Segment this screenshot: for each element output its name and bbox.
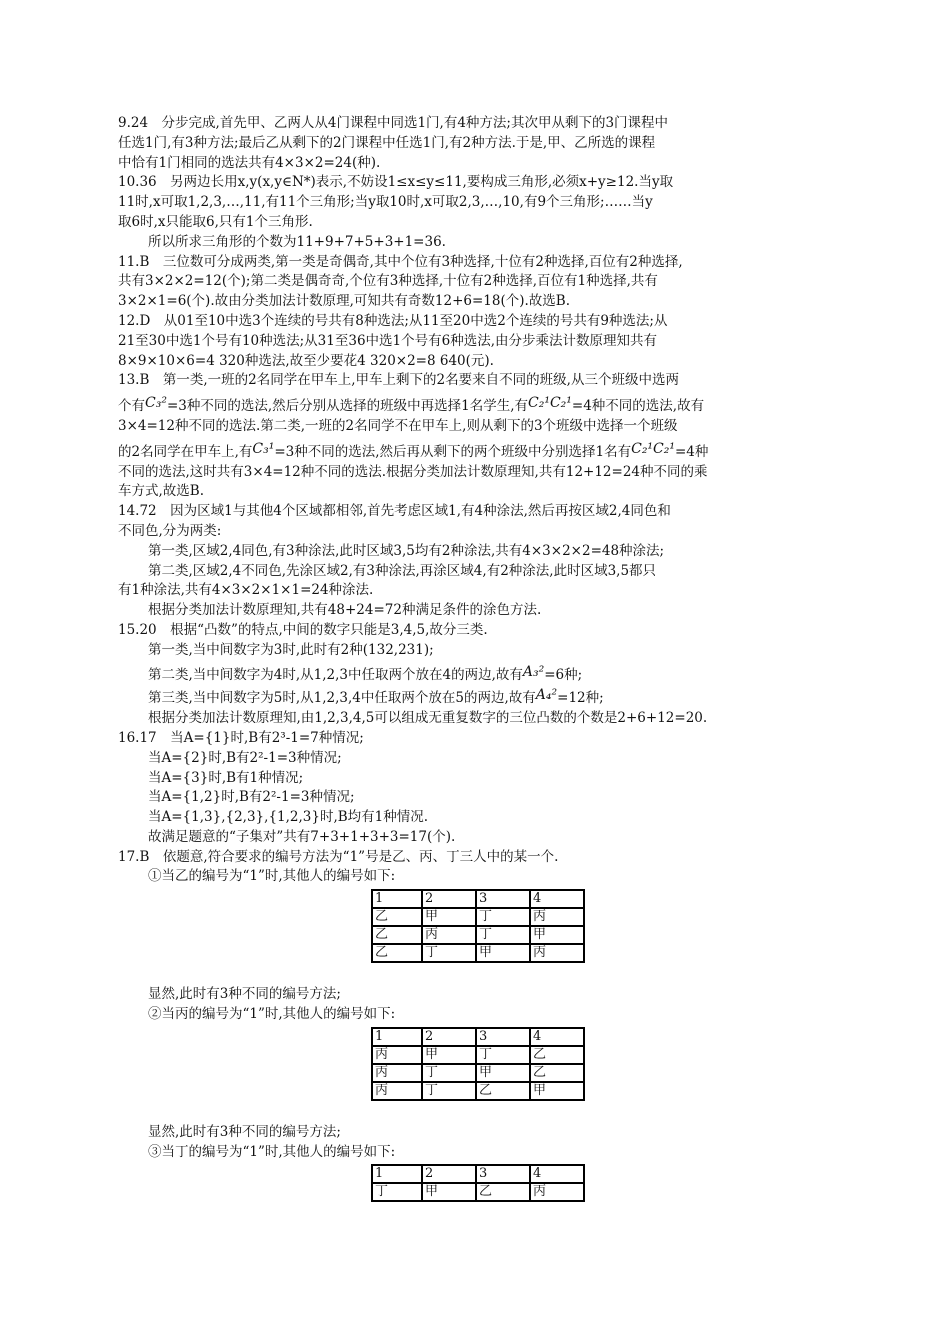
table-row	[372, 1064, 584, 1082]
combination-symbol: C₃²	[145, 395, 167, 412]
answer-13-line: 车方式,故选B.	[118, 483, 205, 500]
table-cell: 乙	[530, 1064, 584, 1082]
table-cell: 甲	[422, 1046, 476, 1064]
table-cell: 丙	[372, 1064, 422, 1082]
text-segment: =3种不同的选法,然后分别从选择的班级中再选择1名学生,有	[166, 398, 529, 415]
text-segment: =4种	[674, 443, 709, 460]
table-row	[372, 944, 584, 962]
arrangement-symbol: A₃²	[522, 663, 545, 680]
table-cell: 乙	[476, 1082, 530, 1100]
answer-9-line: 9.24 分步完成,首先甲、乙两人从4门课程中同选1门,有4种方法;其次甲从剩下的3门课程中	[118, 115, 669, 131]
combination-symbol: C₂¹C₂¹	[528, 395, 572, 412]
table-row	[372, 1082, 584, 1100]
numbering-table-yi	[371, 889, 585, 963]
table-cell: 甲	[422, 908, 476, 926]
table-cell: 丁	[372, 1183, 422, 1201]
answer-17-line: 显然,此时有3种不同的编号方法;	[148, 1123, 341, 1140]
answer-14-line: 第一类,区域2,4同色,有3种涂法,此时区域3,5均有2种涂法,共有4×3×2×2=48种涂法;	[148, 542, 665, 559]
arrangement-symbol: A₄²	[535, 687, 558, 704]
text-segment: =6种;	[544, 666, 583, 683]
table-cell: 甲	[422, 1183, 476, 1201]
answer-10-line: 所以所求三角形的个数为11+9+7+5+3+1=36.	[148, 233, 446, 250]
numbering-table-bing	[371, 1027, 585, 1101]
answer-10-line: 11时,x可取1,2,3,…,11,有11个三角形;当y取10时,x可取2,3,…,10,有9个三角形;……当y	[118, 194, 653, 211]
table-cell: 乙	[372, 908, 422, 926]
answer-17-line: ②当丙的编号为“1”时,其他人的编号如下:	[148, 1006, 396, 1023]
answer-12-line: 12.D 从01至10中选3个连续的号共有8种选法;从11至20中选2个连续的号共有9种选法;从	[118, 312, 668, 329]
answer-17-line: ③当丁的编号为“1”时,其他人的编号如下:	[148, 1143, 396, 1160]
answer-15-line	[118, 689, 838, 709]
text-segment: =4种不同的选法,故有	[571, 398, 705, 415]
text-segment: 个有	[118, 398, 145, 415]
table-cell: 1	[372, 890, 422, 908]
table-cell: 甲	[476, 944, 530, 962]
answer-17-line: 显然,此时有3种不同的编号方法;	[148, 986, 341, 1003]
answer-17-line: ①当乙的编号为“1”时,其他人的编号如下:	[148, 868, 396, 885]
table-cell: 乙	[372, 926, 422, 944]
text-segment: 的2名同学在甲车上,有	[118, 443, 253, 460]
table-cell: 1	[372, 1165, 422, 1183]
answer-13-line	[118, 440, 838, 463]
table-cell: 丁	[476, 908, 530, 926]
table-cell: 2	[422, 1028, 476, 1046]
table-cell: 甲	[530, 1082, 584, 1100]
answer-13-line	[118, 397, 838, 417]
table-cell: 丁	[422, 1064, 476, 1082]
table-cell: 丁	[476, 926, 530, 944]
table-cell: 丙	[372, 1082, 422, 1100]
answer-13-line: 不同的选法,这时共有3×4=12种不同的选法.根据分类加法计数原理知,共有12+12=24种不同的乘	[118, 463, 708, 480]
table-cell: 3	[476, 1028, 530, 1046]
answer-14-line: 第二类,区域2,4不同色,先涂区域2,有3种涂法,再涂区域4,有2种涂法,此时区域3,5都只	[148, 562, 657, 579]
numbering-table-ding	[371, 1164, 585, 1202]
table-row	[372, 908, 584, 926]
table-cell: 1	[372, 1028, 422, 1046]
table-cell: 2	[422, 890, 476, 908]
table-cell: 4	[530, 1028, 584, 1046]
table-cell: 4	[530, 1165, 584, 1183]
table-cell: 乙	[476, 1183, 530, 1201]
table-cell: 丁	[422, 944, 476, 962]
table-cell: 丙	[530, 944, 584, 962]
table-cell: 丙	[422, 926, 476, 944]
answer-15-line	[118, 663, 838, 686]
table-cell: 甲	[476, 1064, 530, 1082]
table-cell: 2	[422, 1165, 476, 1183]
answer-16-line: 当A={3}时,B有1种情况;	[148, 769, 304, 786]
table-cell: 丙	[372, 1046, 422, 1064]
answer-12-line: 21至30中选1个号有10种选法;从31至36中选1个号有6种选法,由分步乘法计数原理知共有	[118, 332, 657, 349]
table-row	[372, 1183, 584, 1201]
answer-13-line: 13.B 第一类,一班的2名同学在甲车上,甲车上剩下的2名要来自不同的班级,从三个班级中选两	[118, 372, 679, 389]
answer-11-line: 共有3×2×2=12(个);第二类是偶奇奇,个位有3种选择,十位有2种选择,百位有1种选择,共有	[118, 273, 658, 290]
answer-16-line: 故满足题意的“子集对”共有7+3+1+3+3=17(个).	[148, 828, 456, 845]
table-row	[372, 1046, 584, 1064]
table-cell: 丁	[422, 1082, 476, 1100]
table-cell: 乙	[530, 1046, 584, 1064]
answer-16-line: 当A={1,2}时,B有2²-1=3种情况;	[148, 789, 355, 806]
table-row	[372, 1028, 584, 1046]
text-segment: =3种不同的选法,然后再从剩下的两个班级中分别选择1名有	[274, 443, 632, 460]
table-cell: 乙	[372, 944, 422, 962]
answer-14-line: 14.72 因为区域1与其他4个区域都相邻,首先考虑区域1,有4种涂法,然后再按区域2,4同色和	[118, 503, 671, 520]
answer-10-line: 取6时,x只能取6,只有1个三角形.	[118, 213, 313, 230]
table-cell: 丁	[476, 1046, 530, 1064]
solution-page	[118, 114, 838, 1202]
answer-15-line: 根据分类加法计数原理知,由1,2,3,4,5可以组成无重复数字的三位凸数的个数是2+6+12=20.	[148, 710, 708, 727]
answer-14-line: 根据分类加法计数原理知,共有48+24=72种满足条件的涂色方法.	[148, 602, 542, 619]
text-segment: =12种;	[557, 690, 604, 707]
combination-symbol: C₃¹	[252, 440, 275, 457]
text-segment: 第二类,当中间数字为4时,从1,2,3中任取两个放在4的两边,故有	[148, 666, 523, 683]
table-cell: 3	[476, 1165, 530, 1183]
answer-9-line: 中恰有1门相同的选法共有4×3×2=24(种).	[118, 154, 381, 171]
table-cell: 丙	[530, 908, 584, 926]
table-cell: 甲	[530, 926, 584, 944]
answer-14-line: 有1种涂法,共有4×3×2×1×1=24种涂法.	[118, 582, 374, 599]
answer-14-line: 不同色,分为两类:	[118, 522, 222, 539]
answer-17-line: 17.B 依题意,符合要求的编号方法为“1”号是乙、丙、丁三人中的某一个.	[118, 848, 559, 865]
answer-16-line: 16.17 当A={1}时,B有2³-1=7种情况;	[118, 729, 364, 746]
answer-12-line: 8×9×10×6=4 320种选法,故至少要花4 320×2=8 640(元).	[118, 352, 494, 369]
answer-15-line: 第一类,当中间数字为3时,此时有2种(132,231);	[148, 641, 434, 658]
answer-11-line: 3×2×1=6(个).故由分类加法计数原理,可知共有奇数12+6=18(个).故选B.	[118, 293, 571, 310]
table-cell: 3	[476, 890, 530, 908]
answer-11-line: 11.B 三位数可分成两类,第一类是奇偶奇,其中个位有3种选择,十位有2种选择,百位有2种选择,	[118, 253, 683, 270]
combination-symbol: C₂¹C₂¹	[631, 440, 675, 457]
table-cell: 4	[530, 890, 584, 908]
text-segment: 第三类,当中间数字为5时,从1,2,3,4中任取两个放在5的两边,故有	[148, 690, 536, 707]
answer-9-line: 任选1门,有3种方法;最后乙从剩下的2门课程中任选1门,有2种方法.于是,甲、乙所选的课程	[118, 134, 656, 151]
table-cell: 丙	[530, 1183, 584, 1201]
answer-13-line: 3×4=12种不同的选法.第二类,一班的2名同学不在甲车上,则从剩下的3个班级中选择一个班级	[118, 417, 678, 434]
answer-16-line: 当A={1,3},{2,3},{1,2,3}时,B均有1种情况.	[148, 809, 429, 826]
table-row	[372, 890, 584, 908]
answer-10-line: 10.36 另两边长用x,y(x,y∈N*)表示,不妨设1≤x≤y≤11,要构成三角形,必须x+y≥12.当y取	[118, 174, 674, 191]
table-row	[372, 926, 584, 944]
answer-15-line: 15.20 根据“凸数”的特点,中间的数字只能是3,4,5,故分三类.	[118, 621, 488, 638]
table-row	[372, 1165, 584, 1183]
answer-16-line: 当A={2}时,B有2²-1=3种情况;	[148, 749, 342, 766]
